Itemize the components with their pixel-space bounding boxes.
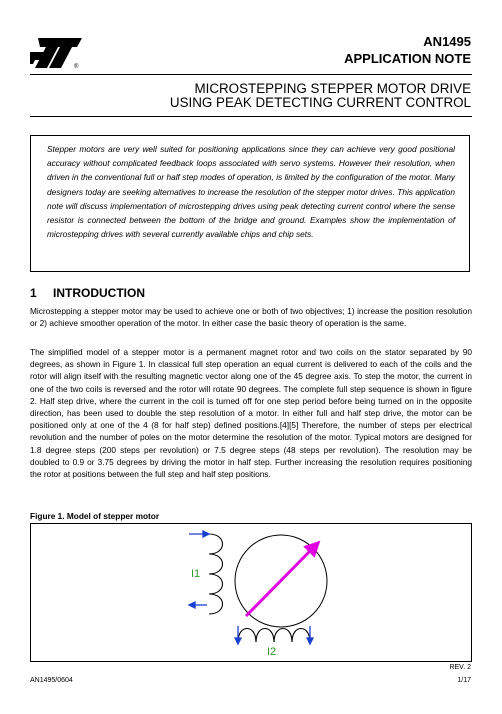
- page-number: 1/17: [457, 677, 471, 684]
- svg-text:®: ®: [74, 64, 79, 68]
- section-title: INTRODUCTION: [53, 286, 145, 300]
- coil-1: [209, 534, 223, 614]
- abstract-box: [30, 135, 470, 272]
- title-line-2: USING PEAK DETECTING CURRENT CONTROL: [169, 95, 471, 110]
- title-line-1: MICROSTEPPING STEPPER MOTOR DRIVE: [194, 81, 471, 96]
- header-rule-bottom: [30, 116, 472, 117]
- stepper-motor-diagram: [31, 524, 471, 661]
- figure-caption: Figure 1. Model of stepper motor: [30, 511, 160, 521]
- paragraph-1: Microstepping a stepper motor may be used to achieve one or both of two objectives; 1) increase the position resolution or 2) achieve smoother operation of the motor. In either case the basic theory of operation is the same.: [30, 306, 472, 329]
- coil-2: [238, 629, 310, 643]
- abstract-text: Stepper motors are very well suited for positioning applications since they can achieve very good positional accuracy without complicated feedback loops associated with servo systems. However their resolution, when driven in the conventional full or half step modes of operation, is limited by the configuration of the motor. Many designers today are seeking alternatives to increase the resolution of the stepper motor drives. This application note will discuss implementation of microstepping drives using peak detecting current control where the sense resistor is connected between the bottom of the bridge and ground. Examples show the implementation of microstepping drives with several currently available chips and chip sets.: [47, 144, 455, 240]
- revision-label: REV. 2: [449, 664, 471, 671]
- section-number: 1: [30, 286, 37, 300]
- label-i1: I1: [191, 568, 201, 580]
- document-type: APPLICATION NOTE: [344, 51, 471, 66]
- paragraph-2: The simplified model of a stepper motor is a permanent magnet rotor and two coils on the stator separated by 90 degrees, as shown in Figure 1. In classical full step operation an equal current is delivered to each of the coils and the rotor will align itself with the resulting magnetic vector along one of the 45 degree axis. To step the motor, the current in one of the two coils is reversed and the rotor will rotate 90 degrees. The complete full step sequence is shown in figure 2. Half step drive, where the current in the coil is turned off for one step period before being turned on in the opposite direction, has been used to double the step resolution of a motor. In either full and half step drive, the motor can be positioned only at one of the 4 (8 for half step) defined positions.[4][5] Therefore, the number of steps per electrical revolution and the number of poles on the motor determine the resolution of the motor. Typical motors are designed for 1.8 degree steps (200 steps per revolution) or 7.5 degree steps (48 steps per revolution). The resolution may be doubled to 0.9 or 3.75 degrees by driving the motor in half step. Further increasing the resolution requires positioning the rotor at positions between the full step and half step positions.: [30, 347, 472, 480]
- application-note-number: AN1495: [423, 34, 471, 49]
- figure-box: [30, 523, 472, 662]
- section-heading: [30, 286, 145, 300]
- header-rule-top: [30, 74, 472, 75]
- document-id: AN1495/0604: [30, 677, 73, 684]
- rotor-vector-arrow: [246, 543, 318, 616]
- st-logo: [30, 38, 82, 68]
- label-i2: I2: [267, 646, 277, 658]
